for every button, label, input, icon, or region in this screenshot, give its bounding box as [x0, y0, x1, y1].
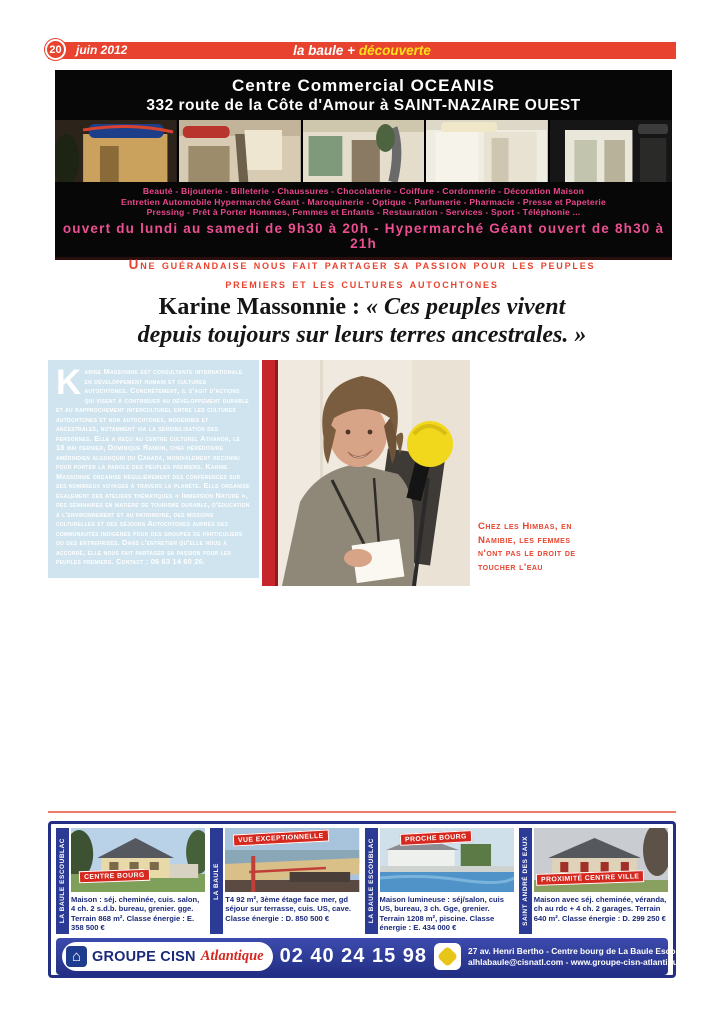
listing-location-label: LA BAULE ESCOUBLAC — [59, 838, 66, 924]
listing-photo — [380, 828, 514, 892]
masthead-right: découverte — [358, 43, 431, 58]
cisn-ads-box — [48, 821, 703, 978]
cisn-bottom-bar — [56, 938, 703, 975]
listing-badge: VUE EXCEPTIONNELLE — [233, 830, 329, 847]
article-body-text: arine Massonnie est consultante internationale en développement humain et cultures autochtones. Concrètement, il s'agit d'actions qui visent à contribuer au développement durable et au rapprochement interculturel entre les cultures autochtones et non autochtones, modernes et ancestrales, notamment via la sensibilisation des personnes. Elle a reçu au centre culturel Athanor, le 18 mai dernier, Dominique Rankin, chef héréditaire amérindien algonquin du Canada, mondialement reconnu pour porter la parole des peuples premiers. Karine Massonnie organise régulièrement des conférences sur ses nombreux voyages à travers la planète. Elle organise également des ateliers thématiques « Immersion Nature », des séminaires en matière de tourisme durable, d'éducation à l'environnement et au patrimoine, des missions culturelles et des séjours Autochtones auprès des communautés indigènes pour des groupes de particuliers ou des entreprises. Dans l'entretien qu'elle nous a accordé, elle nous fait partager sa passion pour les peuples premiers. Contact : 06 63 14 60 26. — [56, 367, 250, 566]
yellow-diamond-icon — [434, 943, 461, 970]
brand-region-name: Atlantique — [200, 948, 264, 964]
listing-content — [534, 828, 668, 934]
listing-photo — [71, 828, 205, 892]
kicker-line: Une guérandaise nous fait partager sa passion pour les peuples — [128, 257, 596, 272]
category-line: Pressing - Prêt à Porter Hommes, Femmes et Enfants - Restauration - Services - Sport - Téléphonie ... — [146, 207, 581, 217]
listing-badge: PROXIMITÉ CENTRE VILLE — [536, 870, 645, 886]
article-photo — [262, 360, 470, 586]
listing-location-label: LA BAULE ESCOUBLAC — [367, 838, 375, 924]
article-title — [48, 293, 676, 349]
listing-description: Maison avec séj. cheminée, véranda, ch au rdc + 4 ch. 2 garages. Terrain 640 m². Classe énergie : D. 299 250 € — [533, 895, 667, 923]
mall-photo-panel — [303, 120, 425, 182]
listing-location-tab — [519, 828, 532, 934]
photo-caption: Chez les Himbas, en Namibie, les femmes n'ont pas le droit de toucher l'eau — [478, 521, 576, 573]
oceanis-ad-title: Centre Commercial OCEANIS — [231, 76, 496, 95]
article-kicker — [48, 255, 676, 293]
article-title-name: Karine Massonnie : — [158, 294, 366, 320]
brand-group-name: GROUPE CISN — [92, 948, 196, 965]
listing-description: Maison lumineuse : séj/salon, cuis US, bureau, 3 ch. Gge, grenier. Terrain 1208 m², piscine. Classe énergie : E. 434 000 € — [379, 895, 504, 933]
listings-row — [56, 828, 668, 934]
cisn-contact-line: alhlabaule@cisnatl.com - www.groupe-cisn-atlantique.com — [468, 956, 703, 967]
oceanis-ad-address: 332 route de la Côte d'Amour à SAINT-NAZAIRE OUEST — [146, 97, 581, 114]
listing-content — [380, 828, 514, 934]
article-title-line1 — [48, 293, 676, 321]
article-body-box — [48, 360, 259, 578]
masthead — [293, 42, 431, 59]
listing-content — [225, 828, 359, 934]
red-divider-line — [48, 811, 676, 813]
cisn-phone-number: 02 40 24 15 98 — [279, 945, 428, 967]
listing-location-tab — [56, 828, 69, 934]
cisn-address-line: 27 av. Henri Bertho - Centre bourg de La Baule Escoublac — [468, 945, 698, 956]
masthead-left: la baule + — [293, 43, 356, 58]
house-icon: ⌂ — [66, 946, 87, 967]
listing-badge: PROCHE BOURG — [399, 830, 471, 846]
mall-photo-panel — [426, 120, 548, 182]
category-line: Beauté - Bijouterie - Billeterie - Chaussures - Chocolaterie - Coiffure - Cordonnerie - Décoration Maison — [142, 186, 585, 196]
listing-4 — [519, 828, 668, 934]
listing-photo — [225, 828, 359, 892]
mall-photo-panel — [179, 120, 301, 182]
cisn-address-block — [468, 946, 702, 968]
mall-photo-panel — [55, 120, 177, 182]
kicker-line: premiers et les cultures autochtones — [225, 276, 499, 291]
listing-description: Maison : séj. cheminée, cuis. salon, 4 ch. 2 s.d.b. bureau, grenier. gge. Terrain 868 m². Classe énergie : E. 358 500 € — [71, 895, 200, 933]
oceanis-ad-categories — [55, 186, 672, 218]
listing-badge: CENTRE BOURG — [79, 869, 150, 883]
article-title-quote1: « Ces peuples vivent — [366, 294, 566, 320]
listing-location-tab — [210, 828, 223, 934]
page-number-badge: 20 — [45, 39, 66, 60]
mall-photo-panel — [550, 120, 672, 182]
drop-cap: K — [56, 363, 82, 402]
listing-content — [71, 828, 205, 934]
listing-location-tab — [365, 828, 378, 934]
article-title-quote2: depuis toujours sur leurs terres ancestrales. » — [137, 322, 587, 348]
listing-description: T4 92 m², 3ème étage face mer, gd séjour sur terrasse, cuis. US, cave. Classe énergie : D. 850 500 € — [225, 895, 352, 923]
issue-date: juin 2012 — [76, 43, 128, 57]
listing-3 — [365, 828, 514, 934]
listing-2 — [210, 828, 359, 934]
listing-photo — [534, 828, 668, 892]
listing-location-label: LA BAULE — [213, 862, 221, 900]
cisn-brand-pill — [62, 942, 273, 971]
oceanis-ad — [55, 70, 672, 260]
listing-location-label: SAINT ANDRÉ DES EAUX — [521, 836, 529, 926]
listing-1 — [56, 828, 205, 934]
category-line: Entretien Automobile Hypermarché Géant - Maroquinerie - Optique - Parfumerie - Pharmacie - Presse et Papeterie — [121, 196, 606, 207]
oceanis-ad-hours: ouvert du lundi au samedi de 9h30 à 20h - Hypermarché Géant ouvert de 8h30 à 21h — [62, 220, 665, 251]
mall-photo-strip — [55, 120, 672, 182]
header-bar — [48, 42, 676, 59]
